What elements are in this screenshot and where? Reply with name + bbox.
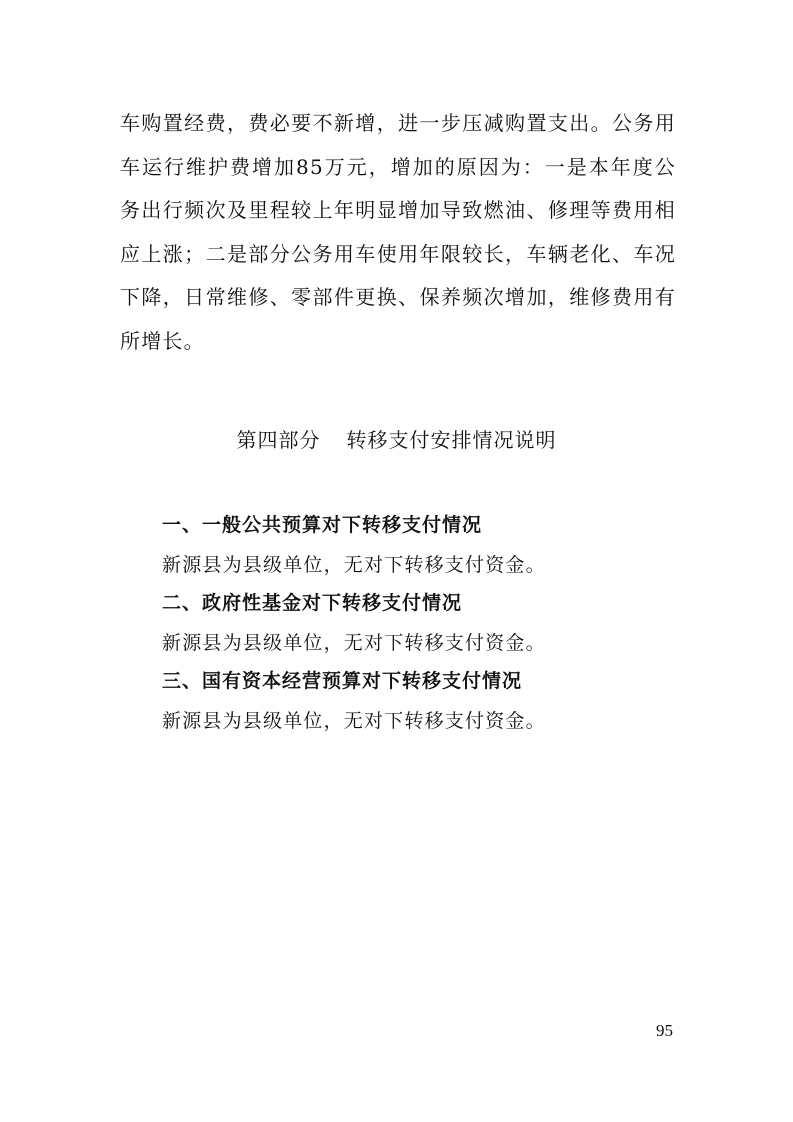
subsection-body: 新源县为县级单位，无对下转移支付资金。 — [162, 632, 546, 654]
body-paragraph-continued: 车购置经费，费必要不新增，进一步压减购置支出。公务用车运行维护费增加85万元，增加的原因为：一是本年度公务出行频次及里程较上年明显增加导致燃油、修理等费用相应上涨；二是部分公务用车使用年限较长，车辆老化、车况下降，日常维修、零部件更换、保养频次增加，维修费用有所增长。 — [120, 111, 676, 353]
subsection-state-capital — [162, 661, 682, 741]
subsection-general-budget — [162, 505, 682, 585]
subsection-heading: 三、国有资本经营预算对下转移支付情况 — [162, 670, 523, 692]
section-part-label: 第四部分 — [236, 428, 321, 452]
subsection-body: 新源县为县级单位，无对下转移支付资金。 — [162, 710, 546, 732]
subsection-heading: 一、一般公共预算对下转移支付情况 — [162, 514, 483, 536]
page-number: 95 — [656, 1021, 673, 1040]
subsection-government-fund — [162, 583, 682, 663]
section-heading — [0, 425, 793, 455]
subsection-body: 新源县为县级单位，无对下转移支付资金。 — [162, 554, 546, 576]
subsection-heading: 二、政府性基金对下转移支付情况 — [162, 592, 463, 614]
section-title-text: 转移支付安排情况说明 — [346, 428, 557, 452]
